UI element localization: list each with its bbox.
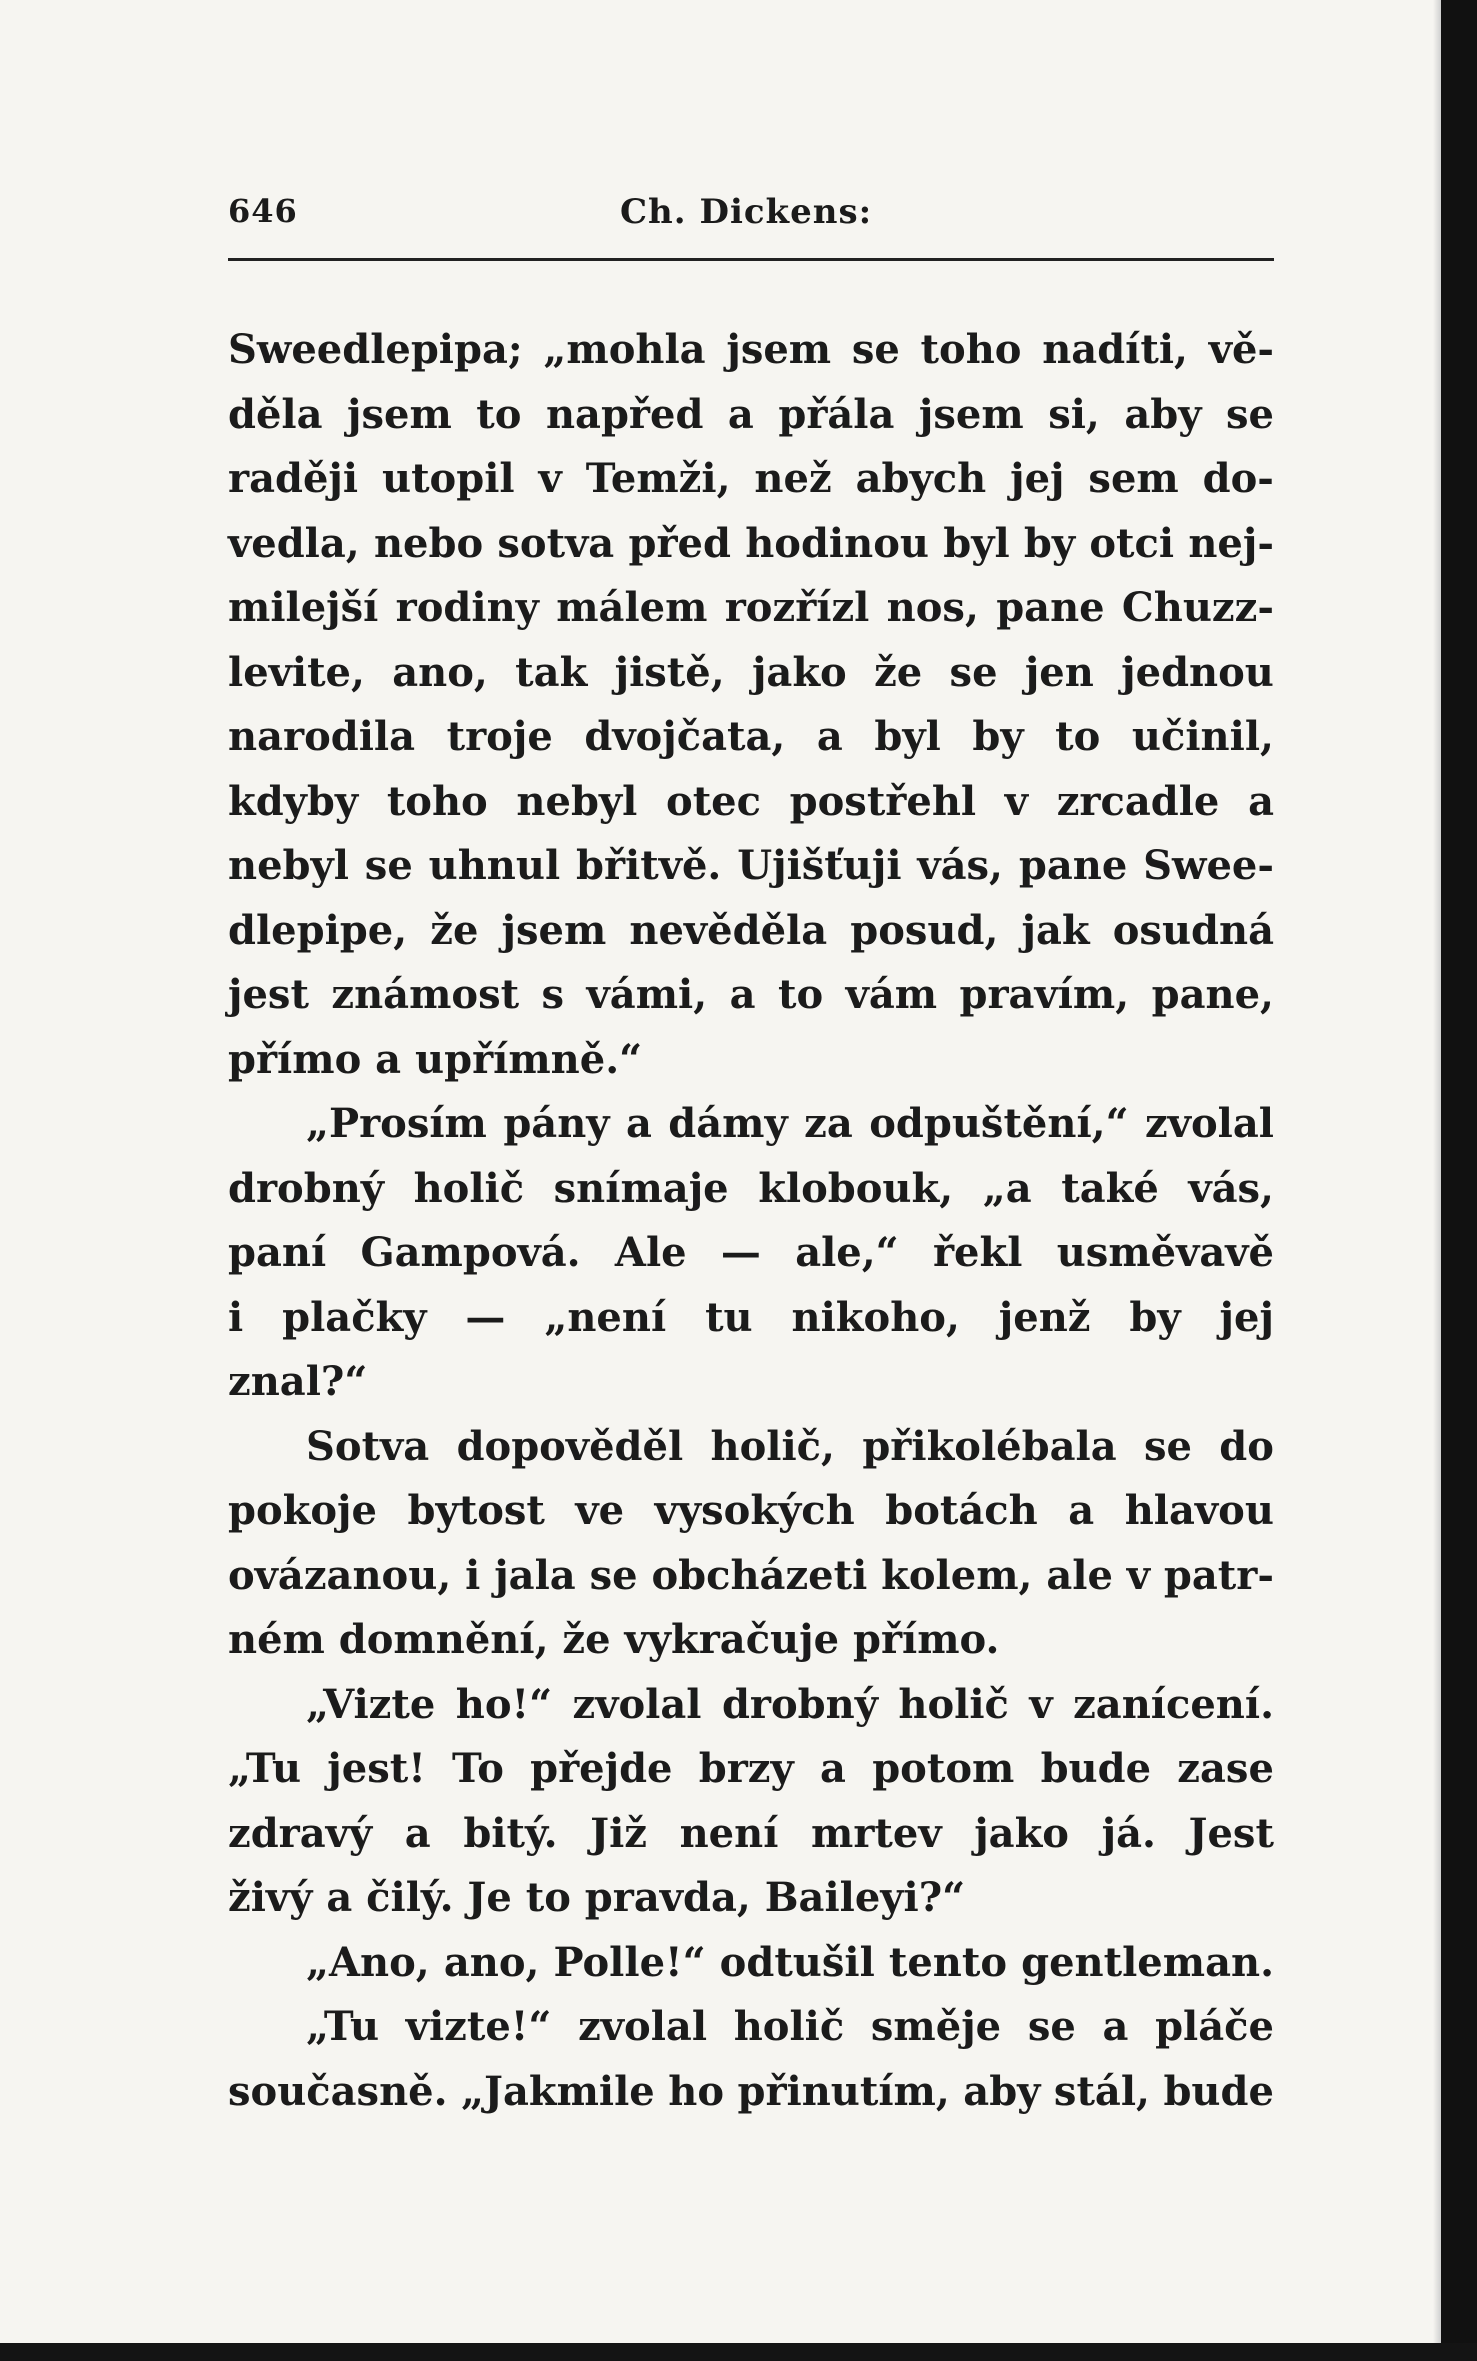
text-line: dlepipe, že jsem nevěděla posud, jak osudná [228,906,1274,954]
text-line: Sweedlepipa; „mohla jsem se toho nadíti, vě- [228,326,1274,373]
text-line: pokoje bytost ve vysokých botách a hlavou [228,1487,1274,1534]
text-line: „Vizte ho!“ zvolal drobný holič v zanícení. [306,1680,1274,1728]
text-line: přímo a upřímně.“ [228,1035,643,1083]
text-line: nebyl se uhnul břitvě. Ujišťuji vás, pane Swee- [228,842,1274,889]
text-line: „Tu vizte!“ zvolal holič směje se a pláče [306,2003,1274,2050]
text-line: narodila troje dvojčata, a byl by to učinil, [228,713,1274,760]
text-line: vedla, nebo sotva před hodinou byl by otci nej- [228,519,1274,567]
text-line: levite, ano, tak jistě, jako že se jen jednou [228,648,1274,696]
text-line: drobný holič snímaje klobouk, „a také vás, [228,1164,1274,1212]
text-line: kdyby toho nebyl otec postřehl v zrcadle a [228,777,1274,825]
text-line: paní Gampová. Ale — ale,“ řekl usměvavě [228,1229,1274,1276]
running-title: Ch. Dickens: [620,192,873,232]
text-line: znal?“ [228,1358,368,1405]
page-header [228,192,1274,242]
header-rule [228,258,1274,261]
page-edge-shadow [1433,0,1441,2361]
text-line: Sotva dopověděl holič, přikolébala se do [306,1422,1274,1470]
text-line: raději utopil v Temži, než abych jej sem do- [228,455,1274,502]
text-line: „Prosím pány a dámy za odpuštění,“ zvolal [306,1100,1274,1147]
text-line: milejší rodiny málem rozřízl nos, pane Chuzz- [228,584,1274,631]
text-line: ovázanou, i jala se obcházeti kolem, ale v patr- [228,1551,1274,1599]
text-line: „Ano, ano, Polle!“ odtušil tento gentleman. [306,1938,1274,1986]
text-line: současně. „Jakmile ho přinutím, aby stál, bude [228,2067,1274,2115]
body-text [228,318,1274,2124]
scan-border-bottom [0,2343,1477,2361]
text-line: zdravý a bitý. Již není mrtev jako já. Jest [228,1809,1274,1857]
scan-border-right [1441,0,1477,2361]
text-line: i plačky — „není tu nikoho, jenž by jej [228,1293,1274,1341]
page-number: 646 [228,192,298,230]
text-line: živý a čilý. Je to pravda, Baileyi?“ [228,1874,966,1921]
text-line: děla jsem to napřed a přála jsem si, aby se [228,390,1274,438]
text-line: „Tu jest! To přejde brzy a potom bude zase [228,1745,1274,1792]
text-line: ném domnění, že vykračuje přímo. [228,1616,1000,1663]
text-line: jest známost s vámi, a to vám pravím, pane, [228,971,1274,1018]
